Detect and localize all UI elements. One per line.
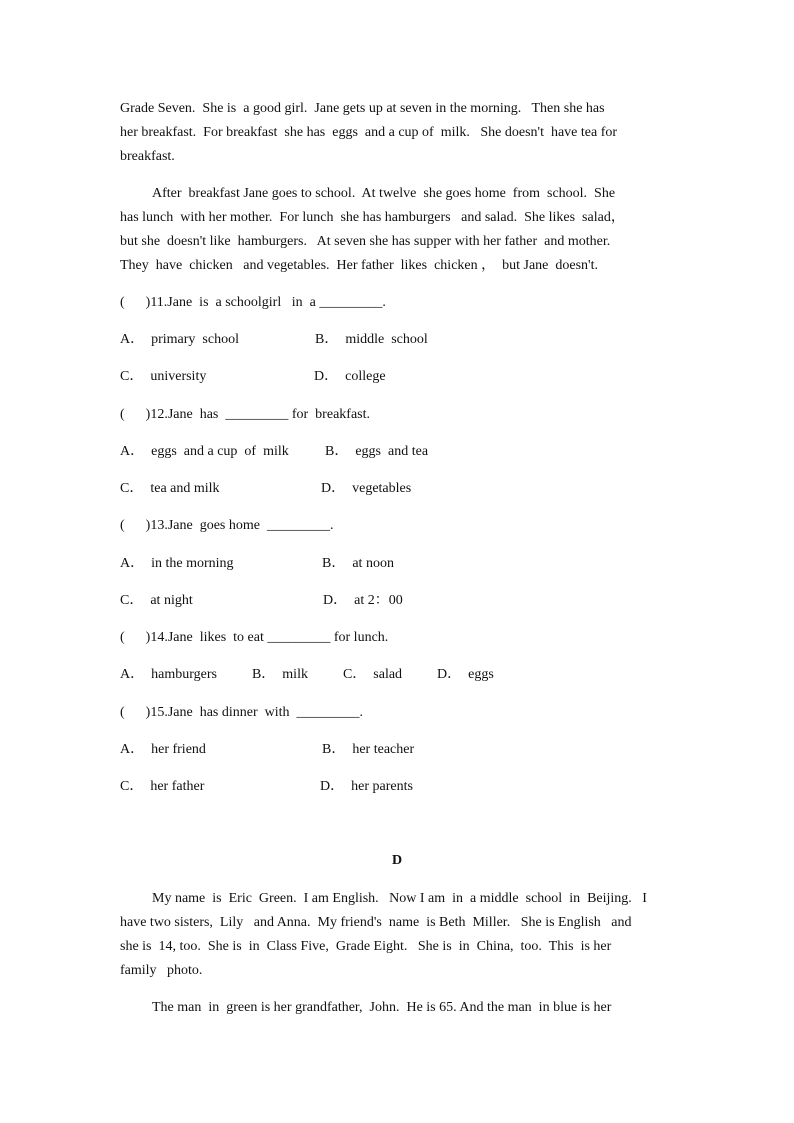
passage-c-para2-line-3: but she doesn't like hamburgers. At seven she has supper with her father and mother. (120, 234, 611, 249)
passage-c-line-1: Grade Seven. She is a good girl. Jane gets up at seven in the morning. Then she has (120, 101, 605, 116)
question-13-option-a: A． in the morning (120, 556, 234, 571)
question-12-option-d: D． vegetables (321, 481, 412, 496)
question-13-option-b: B． at noon (322, 556, 394, 571)
section-d-para1-line-4: family photo. (120, 963, 203, 978)
question-15-option-a: A． her friend (120, 742, 206, 757)
question-11-option-c: C． university (120, 369, 207, 384)
question-12-stem: ( )12.Jane has _________ for breakfast. (120, 407, 370, 422)
question-12-option-c: C． tea and milk (120, 481, 220, 496)
section-d-para1-line-3: she is 14, too. She is in Class Five, Grade Eight. She is in China, too. This is her (120, 939, 612, 954)
passage-c-para2-line-1: After breakfast Jane goes to school. At twelve she goes home from school. She (152, 186, 616, 201)
question-11-option-b: B． middle school (315, 332, 428, 347)
question-12-option-a: A． eggs and a cup of milk (120, 444, 289, 459)
question-15-option-c: C． her father (120, 779, 205, 794)
question-13-stem: ( )13.Jane goes home _________. (120, 518, 334, 533)
question-11-stem: ( )11.Jane is a schoolgirl in a _________. (120, 295, 386, 310)
question-15-option-d: D． her parents (320, 779, 413, 794)
question-12-option-b: B． eggs and tea (325, 444, 429, 459)
passage-c-para2-line-2: has lunch with her mother. For lunch she has hamburgers and salad. She likes salad， (120, 210, 625, 225)
question-13-option-c: C． at night (120, 593, 193, 608)
question-13-option-d: D． at 2：00 (323, 593, 403, 608)
section-d-heading: D (391, 853, 403, 868)
passage-c-line-3: breakfast. (120, 149, 175, 164)
question-11-option-d: D． college (314, 369, 386, 384)
question-14-options: A． hamburgers B． milk C． salad D． eggs (120, 667, 494, 682)
question-14-stem: ( )14.Jane likes to eat _________ for lunch. (120, 630, 389, 645)
question-15-option-b: B． her teacher (322, 742, 415, 757)
question-11-option-a: A． primary school (120, 332, 239, 347)
passage-c-line-2: her breakfast. For breakfast she has eggs and a cup of milk. She doesn't have tea for (120, 125, 618, 140)
passage-c-para2-line-4: They have chicken and vegetables. Her father likes chicken ， but Jane doesn't. (120, 258, 598, 273)
section-d-para1-line-2: have two sisters, Lily and Anna. My friend's name is Beth Miller. She is English and (120, 915, 632, 930)
section-d-para1-line-1: My name is Eric Green. I am English. Now I am in a middle school in Beijing. I (152, 891, 647, 906)
section-d-para2-line-1: The man in green is her grandfather, John. He is 65. And the man in blue is her (152, 1000, 612, 1015)
question-15-stem: ( )15.Jane has dinner with _________. (120, 705, 364, 720)
